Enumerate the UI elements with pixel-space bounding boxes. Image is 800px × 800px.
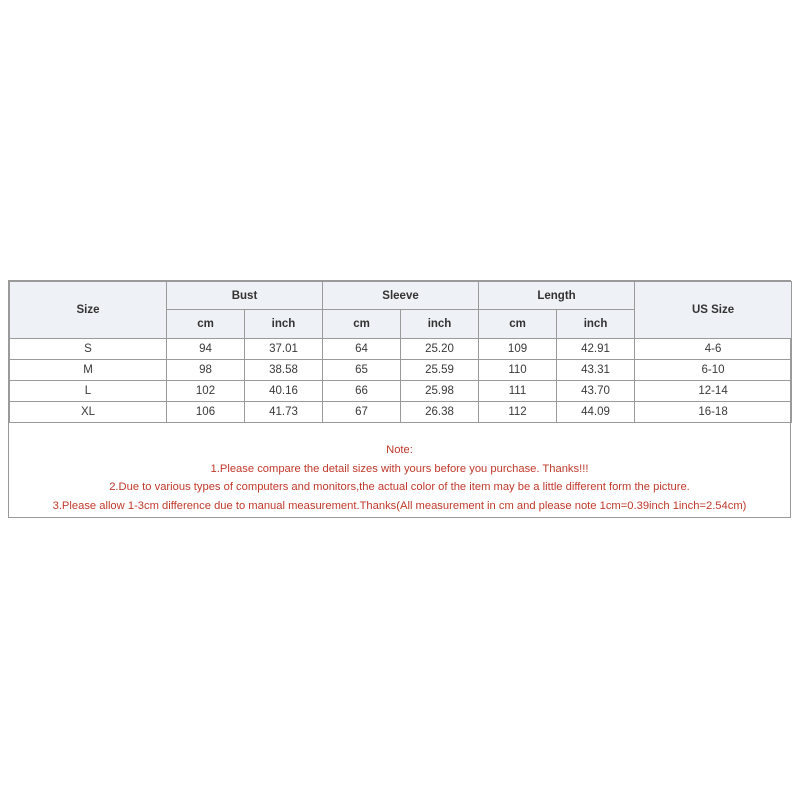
- cell-us-size: 16-18: [635, 402, 792, 423]
- cell-sleeve-cm: 64: [323, 339, 401, 360]
- cell-length-cm: 110: [479, 360, 557, 381]
- size-table: [9, 281, 792, 423]
- cell-length-inch: 43.70: [557, 381, 635, 402]
- cell-bust-cm: 94: [167, 339, 245, 360]
- header-unit-sleeve-cm: cm: [323, 310, 401, 339]
- cell-length-inch: 44.09: [557, 402, 635, 423]
- cell-length-inch: 43.31: [557, 360, 635, 381]
- cell-bust-cm: 98: [167, 360, 245, 381]
- cell-sleeve-inch: 25.98: [401, 381, 479, 402]
- header-sleeve: Sleeve: [323, 282, 479, 310]
- cell-bust-inch: 37.01: [245, 339, 323, 360]
- cell-us-size: 12-14: [635, 381, 792, 402]
- cell-sleeve-cm: 67: [323, 402, 401, 423]
- header-unit-bust-inch: inch: [245, 310, 323, 339]
- header-length: Length: [479, 282, 635, 310]
- cell-sleeve-cm: 65: [323, 360, 401, 381]
- cell-sleeve-inch: 26.38: [401, 402, 479, 423]
- header-unit-length-cm: cm: [479, 310, 557, 339]
- table-row: [10, 360, 792, 381]
- size-chart: [8, 280, 791, 518]
- cell-size: M: [10, 360, 167, 381]
- cell-bust-cm: 102: [167, 381, 245, 402]
- cell-sleeve-cm: 66: [323, 381, 401, 402]
- header-unit-length-inch: inch: [557, 310, 635, 339]
- note-line-1: 1.Please compare the detail sizes with yours before you purchase. Thanks!!!: [210, 462, 589, 475]
- cell-length-cm: 112: [479, 402, 557, 423]
- cell-us-size: 4-6: [635, 339, 792, 360]
- note-title: Note:: [386, 444, 413, 456]
- cell-size: L: [10, 381, 167, 402]
- table-row: [10, 339, 792, 360]
- cell-bust-inch: 40.16: [245, 381, 323, 402]
- cell-length-cm: 111: [479, 381, 557, 402]
- cell-length-inch: 42.91: [557, 339, 635, 360]
- cell-bust-cm: 106: [167, 402, 245, 423]
- header-us-size: US Size: [635, 282, 792, 339]
- cell-size: S: [10, 339, 167, 360]
- note-line-3: 3.Please allow 1-3cm difference due to manual measurement.Thanks(All measurement in cm and please note 1cm=0.39inch 1inch=2.54cm): [52, 499, 747, 512]
- cell-bust-inch: 41.73: [245, 402, 323, 423]
- cell-us-size: 6-10: [635, 360, 792, 381]
- note-line-2: 2.Due to various types of computers and monitors,the actual color of the item may be a little different form the picture.: [109, 481, 690, 493]
- header-bust: Bust: [167, 282, 323, 310]
- table-row: [10, 402, 792, 423]
- header-unit-bust-cm: cm: [167, 310, 245, 339]
- cell-bust-inch: 38.58: [245, 360, 323, 381]
- table-row: [10, 381, 792, 402]
- header-row-groups: [10, 282, 792, 310]
- header-size: Size: [10, 282, 167, 339]
- notes-section: [9, 441, 790, 515]
- header-unit-sleeve-inch: inch: [401, 310, 479, 339]
- cell-length-cm: 109: [479, 339, 557, 360]
- cell-sleeve-inch: 25.59: [401, 360, 479, 381]
- cell-size: XL: [10, 402, 167, 423]
- cell-sleeve-inch: 25.20: [401, 339, 479, 360]
